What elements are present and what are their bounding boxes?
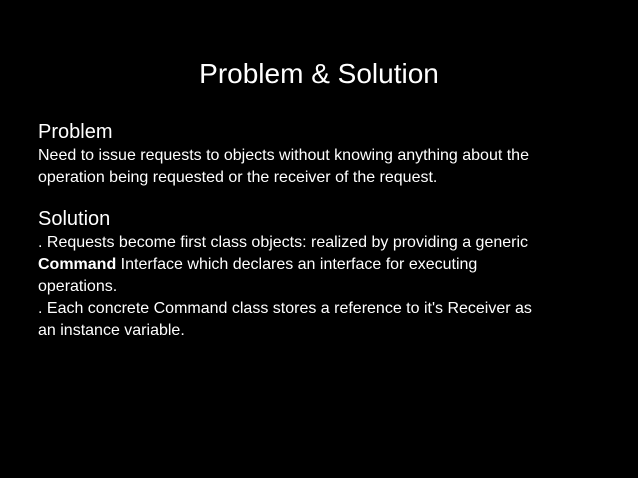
slide-content: [38, 120, 618, 342]
solution-text-line-1: . Requests become first class objects: realized by providing a generic: [38, 234, 529, 251]
solution-text-line-3: operations.: [38, 278, 118, 295]
solution-text-line-2: [38, 254, 618, 276]
command-keyword: Command: [38, 256, 117, 273]
problem-text-line-1: Need to issue requests to objects without knowing anything about the: [38, 147, 529, 164]
slide-title: Problem & Solution: [199, 58, 439, 89]
problem-heading: Problem: [38, 121, 113, 143]
solution-text-line-4: . Each concrete Command class stores a reference to it's Receiver as: [38, 300, 532, 317]
solution-text-line-2-rest: Interface which declares an interface for executing: [116, 256, 478, 273]
problem-text: [38, 145, 618, 189]
problem-text-line-2: operation being requested or the receiver of the request.: [38, 169, 438, 186]
solution-heading: Solution: [38, 208, 111, 230]
solution-text-line-5: an instance variable.: [38, 322, 185, 339]
solution-text: [38, 232, 618, 342]
section-spacer: [38, 189, 618, 207]
